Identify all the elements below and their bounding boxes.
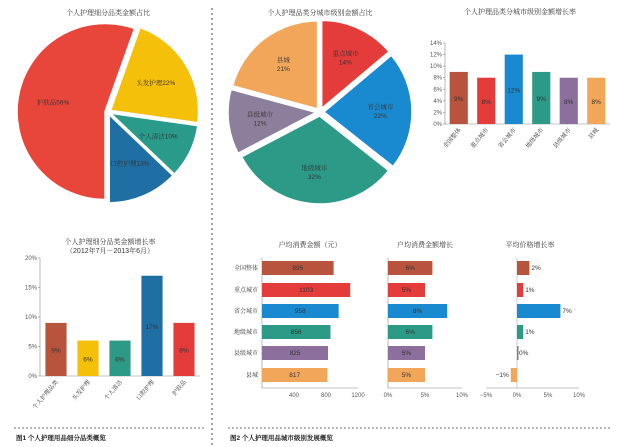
fig2-caption: 图2 个人护理用品城市级别发展概览 bbox=[230, 435, 333, 442]
x-tick-label: 5% bbox=[420, 393, 430, 399]
y-tick-label: 5% bbox=[28, 344, 37, 351]
hbar-chart-title: 户均消费金额增长 bbox=[397, 242, 453, 249]
hbar bbox=[517, 283, 523, 297]
y-category-label: 重点城市 bbox=[233, 288, 258, 294]
bar-data-label: 9% bbox=[454, 95, 464, 103]
hbar-data-label: 5% bbox=[401, 287, 412, 294]
y-category-label: 地级城市 bbox=[233, 330, 258, 336]
x-tick-label: 个人清洁 bbox=[103, 379, 124, 402]
pie-slice-value: 21% bbox=[276, 66, 290, 74]
hbar-chart-spend-growth bbox=[384, 240, 469, 399]
bar-data-label: 9% bbox=[51, 347, 61, 355]
hbar bbox=[517, 304, 560, 318]
y-tick-label: 2% bbox=[433, 110, 442, 117]
y-tick-label: 12% bbox=[429, 52, 442, 59]
pie-title: 个人护理品类分城市级别金额占比 bbox=[267, 10, 373, 17]
hbar-data-label: 856 bbox=[290, 329, 302, 336]
pie-slice-label: 县城 bbox=[276, 57, 290, 65]
hbar-data-label: 895 bbox=[292, 265, 304, 272]
pie-slice-label: 个人清洁10% bbox=[138, 133, 178, 141]
hbar bbox=[517, 261, 529, 275]
bar-data-label: 8% bbox=[481, 98, 491, 106]
hbar-data-label: 6% bbox=[405, 329, 415, 336]
y-tick-label: 4% bbox=[433, 98, 442, 105]
hbar-data-label: 6% bbox=[405, 265, 415, 272]
x-tick-label: 头发护理 bbox=[71, 379, 92, 402]
bar-data-label: 9% bbox=[536, 95, 546, 103]
y-tick-label: 8% bbox=[433, 75, 442, 82]
pie-slice-value: 12% bbox=[253, 120, 267, 128]
bar-data-label: 6% bbox=[83, 356, 93, 364]
x-tick-label: 县级城市 bbox=[552, 127, 573, 150]
pie-slice-value: 22% bbox=[373, 113, 387, 121]
x-tick-label: 5% bbox=[543, 393, 553, 399]
x-tick-label: 口腔护理 bbox=[135, 379, 156, 402]
pie-title: 个人护理细分品类金额占比 bbox=[66, 10, 150, 17]
hbar-data-label: 8% bbox=[412, 308, 423, 315]
bar-data-label: 6% bbox=[115, 356, 125, 364]
hbar-data-label: 1% bbox=[525, 287, 535, 294]
hbar-chart-title: 户均消费金额（元） bbox=[278, 242, 342, 249]
hbar-data-label: 825 bbox=[289, 350, 301, 357]
pie-slice-label: 头发护理22% bbox=[136, 80, 176, 88]
x-tick-label: 地级城市 bbox=[525, 127, 546, 150]
x-tick-label: 重点城市 bbox=[470, 127, 491, 150]
x-tick-label: 0% bbox=[512, 393, 522, 399]
hbar-data-label: −1% bbox=[495, 372, 509, 379]
x-tick-label: 1200 bbox=[351, 393, 365, 399]
y-category-label: 县城 bbox=[245, 373, 258, 379]
pie-slice-label: 护肤品56% bbox=[36, 99, 70, 107]
y-tick-label: 10% bbox=[429, 64, 442, 71]
hbar-chart-price-growth bbox=[480, 240, 586, 399]
y-tick-label: 10% bbox=[24, 315, 37, 321]
y-category-label: 县级城市 bbox=[233, 351, 258, 357]
bar-data-label: 8% bbox=[564, 98, 574, 106]
hbar-data-label: 817 bbox=[289, 372, 301, 379]
x-tick-label: 个人护理品类 bbox=[32, 379, 60, 411]
hbar-data-label: 1% bbox=[525, 329, 535, 336]
hbar-data-label: 1103 bbox=[299, 287, 314, 294]
x-tick-label: 省会城市 bbox=[497, 127, 518, 150]
y-tick-label: 15% bbox=[24, 285, 37, 292]
fig1-caption: 图1 个人护理用品细分品类概览 bbox=[16, 435, 106, 442]
bar-chart-title: 个人护理细分品类金额增长率 bbox=[64, 239, 156, 246]
bar-chart-subtitle: （2012年7月－2013年6月） bbox=[66, 248, 154, 255]
hbar bbox=[517, 325, 523, 339]
hbar-data-label: 2% bbox=[531, 265, 541, 272]
x-tick-label: 县城 bbox=[587, 127, 601, 141]
pie-slice-label: 县级城市 bbox=[247, 111, 274, 119]
bar-chart-subcategory-growth bbox=[25, 237, 200, 411]
pie-slice-value: 14% bbox=[338, 59, 352, 67]
y-tick-label: 0% bbox=[28, 374, 37, 380]
y-tick-label: 20% bbox=[24, 256, 37, 262]
pie-slice-label: 口腔护理13% bbox=[110, 160, 150, 168]
y-category-label: 全国整体 bbox=[233, 266, 258, 272]
pie-chart-subcategory bbox=[17, 8, 199, 203]
pie-slice-value: 32% bbox=[307, 174, 321, 182]
hbar-data-label: 5% bbox=[401, 350, 412, 357]
x-tick-label: 10% bbox=[455, 393, 469, 399]
x-tick-label: 全国整体 bbox=[442, 127, 463, 150]
x-tick-label: 0% bbox=[383, 393, 393, 399]
x-tick-label: 10% bbox=[572, 393, 586, 399]
bar-data-label: 17% bbox=[145, 323, 159, 331]
pie-slice-label: 重点城市 bbox=[332, 50, 359, 58]
x-tick-label: 护肤品 bbox=[171, 379, 188, 398]
pie-slice-label: 省会城市 bbox=[367, 104, 394, 112]
bar-chart-title: 个人护理品类分城市级别金额增长率 bbox=[464, 9, 576, 16]
bar-data-label: 12% bbox=[507, 87, 521, 95]
bar-data-label: 8% bbox=[179, 347, 189, 355]
y-category-label: 省会城市 bbox=[233, 309, 258, 315]
y-tick-label: 6% bbox=[433, 87, 442, 94]
x-tick-label: 800 bbox=[320, 393, 332, 399]
x-tick-label: −5% bbox=[479, 393, 493, 399]
bar-data-label: 8% bbox=[591, 98, 601, 106]
hbar-chart-title: 平均价格增长率 bbox=[505, 242, 555, 249]
hbar-data-label: 5% bbox=[401, 372, 412, 379]
y-tick-label: 14% bbox=[429, 41, 442, 47]
x-tick-label: 400 bbox=[288, 393, 300, 399]
hbar-data-label: 958 bbox=[294, 308, 306, 315]
pie-chart-city bbox=[228, 8, 412, 204]
hbar-data-label: 0% bbox=[519, 350, 529, 357]
hbar-chart-spend bbox=[234, 240, 365, 399]
pie-slice-label: 地级城市 bbox=[301, 165, 328, 173]
y-tick-label: 0% bbox=[433, 122, 442, 128]
hbar bbox=[511, 368, 517, 382]
bar-chart-city-growth bbox=[430, 7, 610, 150]
hbar-data-label: 7% bbox=[562, 308, 572, 315]
